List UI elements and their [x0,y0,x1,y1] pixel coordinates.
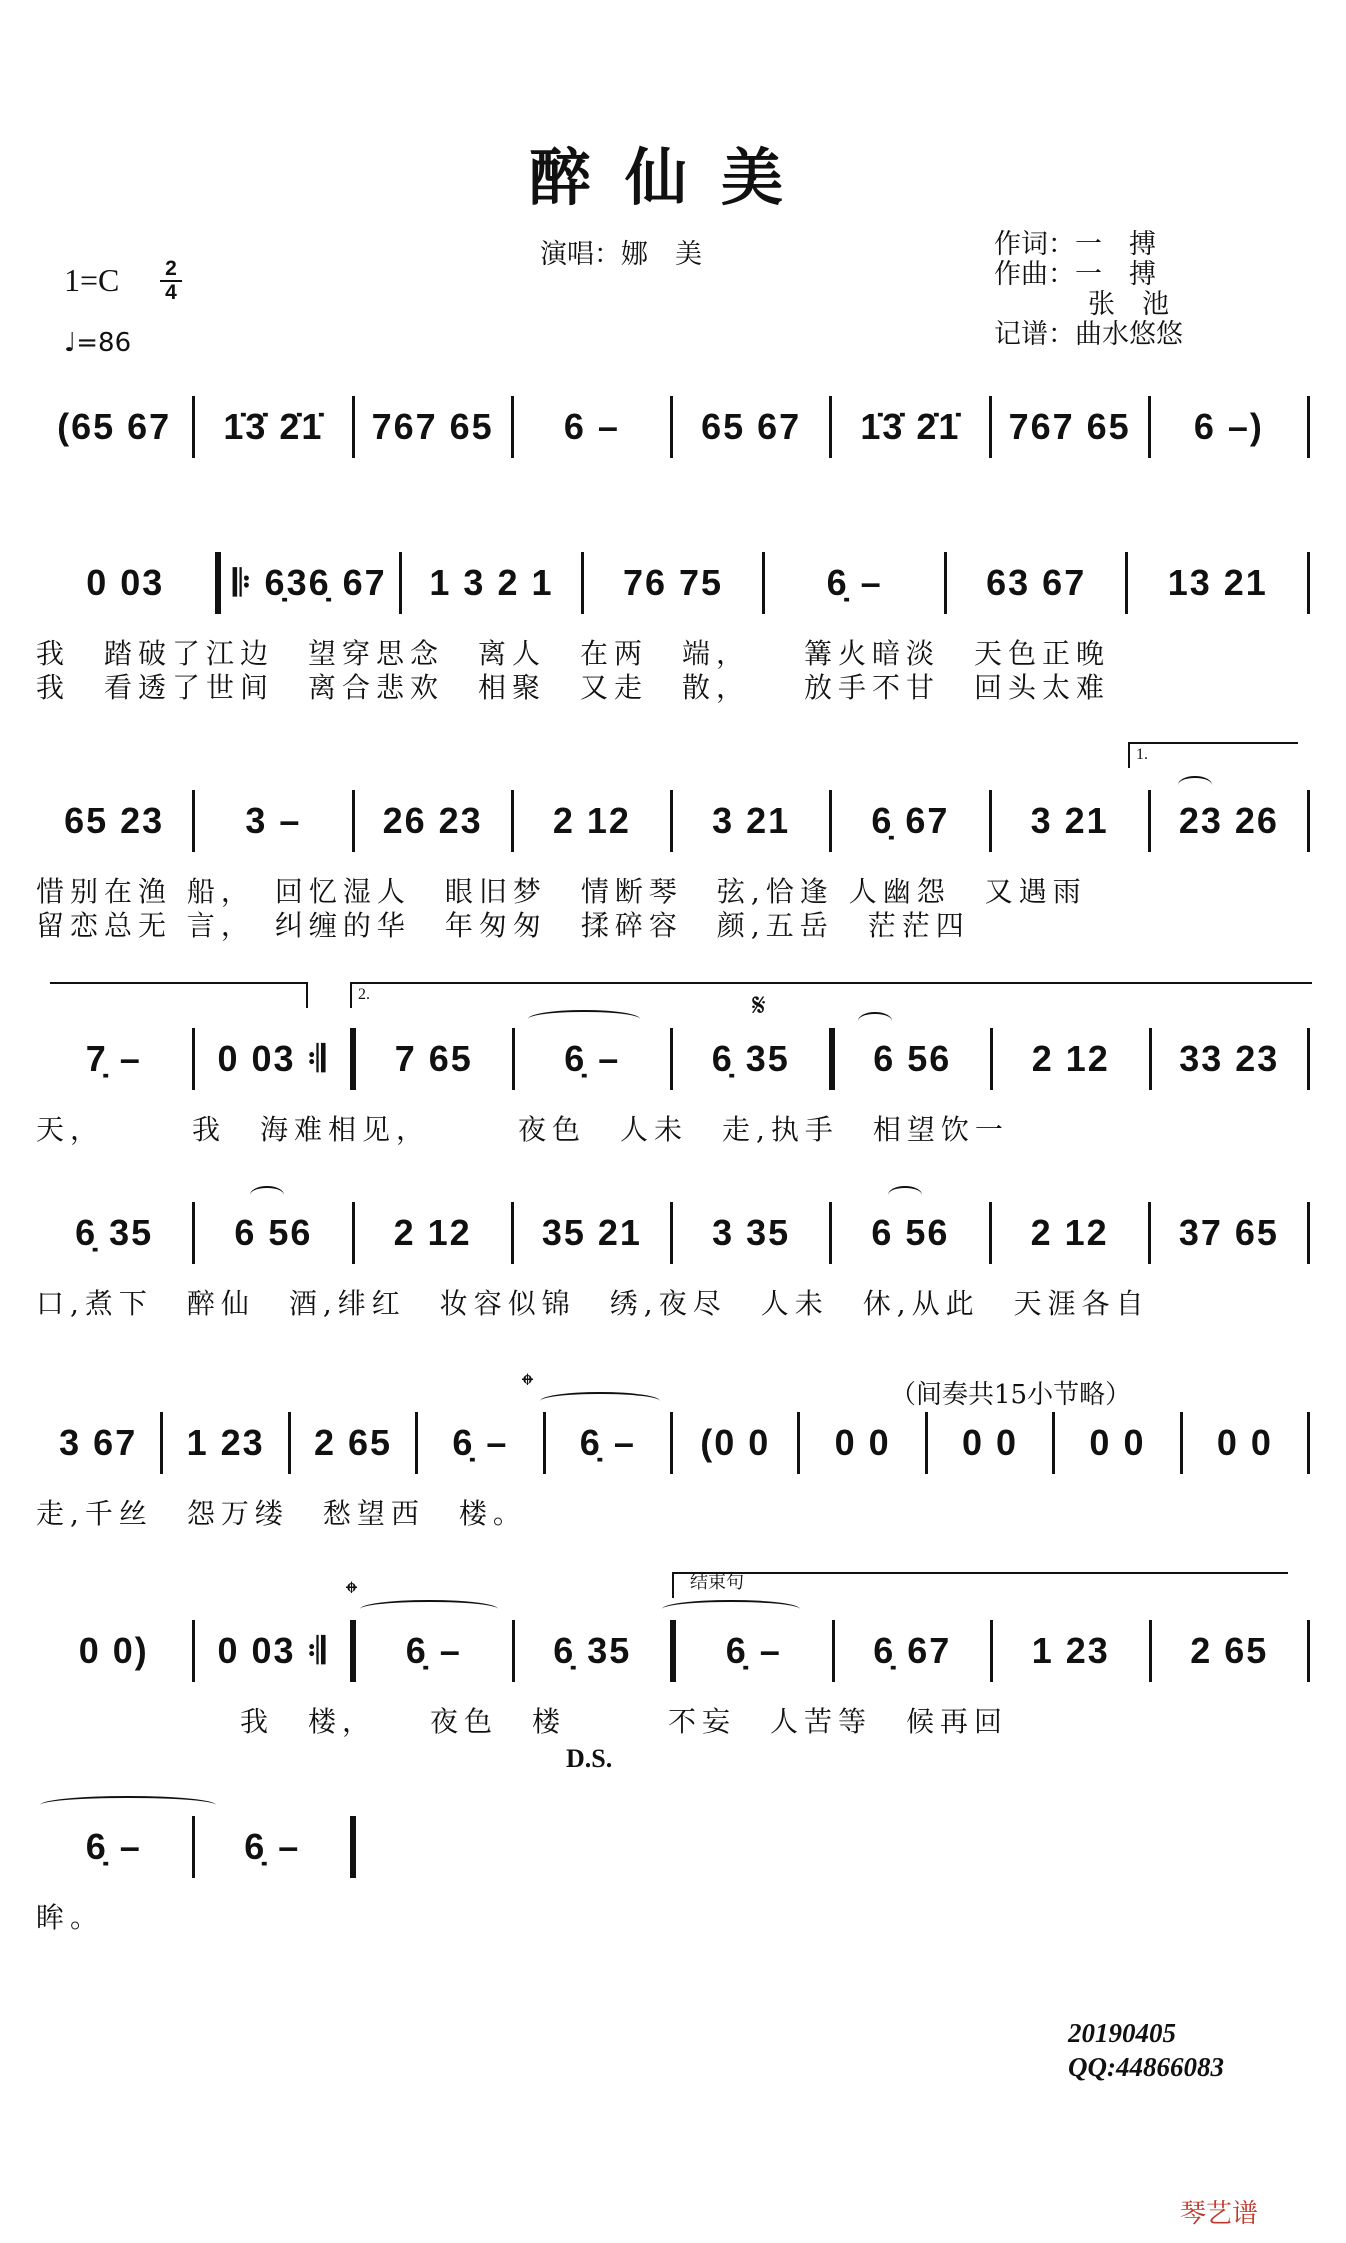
interlude-note: （间奏共15小节略） [890,1380,1132,1410]
measure: 6 –) [1193,406,1264,447]
measure: 6̣ – [579,1422,636,1463]
tie-mark [360,1600,498,1618]
measure: 𝄆 6̣36̣ 67 [233,561,387,603]
measure: 6 56 [871,1212,950,1253]
bar-line [1307,396,1310,458]
volta-1-label: 1. [1136,746,1148,763]
ending-bracket [672,1572,1288,1598]
measure: 1̇3̇ 2̇1̇ [860,406,961,447]
bar-line [1307,552,1310,614]
staff-row-5 [36,1202,1310,1264]
volta-2 [350,982,1312,1008]
measure: 0 0 [962,1422,1019,1463]
time-top: 2 [165,257,177,280]
measure: 26 23 [382,800,483,841]
measure: 2 65 [313,1422,393,1463]
staff-row-1 [36,396,1310,458]
song-title: 醉仙美 [528,141,817,214]
staff-row-2 [36,552,1310,614]
measure: 13 21 [1167,562,1268,603]
coda-sign: 𝄌 [346,1574,358,1612]
measure: 35 21 [541,1212,642,1253]
tie-mark [662,1600,800,1618]
measure: 76 75 [622,562,724,603]
lyric-line: 走,千丝 怨万缕 愁望西 楼。 [36,1497,527,1530]
singer-credit: 演唱：娜 美 [540,239,702,270]
measure: 2 12 [552,800,631,841]
bar-line [1307,1412,1310,1474]
volta-1-end [50,982,308,1008]
measure: 33 23 [1179,1038,1280,1079]
measure: 6̣ 67 [873,1630,952,1671]
measure: 3 – [245,800,302,841]
lyricist-credit: 作词：一 搏 [994,229,1156,260]
measure: 0 0 [1216,1422,1273,1463]
measure: 6̣ 35 [553,1630,632,1671]
measure: 65 67 [701,406,802,447]
measure: 1 23 [186,1422,265,1463]
measure: 6̣ 35 [75,1212,154,1253]
lyric-line: 眸。 [36,1901,105,1934]
measure: 2 12 [393,1212,472,1253]
tie-mark [540,1392,660,1410]
measure: 2 12 [1030,1212,1109,1253]
bar-line [1307,1202,1310,1264]
measure: 3 21 [1030,800,1109,841]
lyric-line: 我 看透了世间 离合悲欢 相聚 又走 散， 放手不甘 回头太难 [36,671,1111,704]
measure: 6̣ – [564,1038,621,1079]
site-logo: 琴艺谱 [1180,2199,1259,2229]
measure: 3 67 [59,1422,138,1463]
key-signature: 1=C [64,262,120,298]
measure: 0 03 𝄇 [217,1629,328,1671]
measure: 2 65 [1190,1630,1269,1671]
measure: 23 26 [1178,800,1279,841]
transcriber-credit: 记谱：曲水悠悠 [994,319,1183,350]
bar-line [1307,1620,1310,1682]
date-stamp: 20190405 [1068,2018,1176,2048]
measure: 6̣ – [244,1826,301,1867]
measure: 1 23 [1031,1630,1110,1671]
measure: 7̣ – [85,1038,142,1079]
volta-2-label: 2. [358,986,370,1003]
tie-mark [528,1010,640,1028]
measure: 65 23 [64,800,165,841]
time-bottom: 4 [160,280,182,304]
lyric-line: 我 踏破了江边 望穿思念 离人 在两 端， 篝火暗淡 天色正晚 [36,637,1111,670]
staff-row-3 [36,790,1310,852]
staff-row-6 [36,1412,1310,1474]
tempo-marking: ♩=86 [64,328,132,358]
measure: 1 3 2 1 [429,562,554,603]
measure: 1̇3̇ 2̇1̇ [223,406,324,447]
segno-sign: 𝄋 [752,986,766,1024]
measure: 7 65 [394,1038,473,1079]
lyric-line: 口,煮下 醉仙 酒,绯红 妆容似锦 绣,夜尽 人未 休,从此 天涯各自 [36,1287,1150,1320]
lyric-line: 天， 我 海难相见， 夜色 人未 走,执手 相望饮一 [36,1113,1009,1146]
ds-marking: D.S. [566,1744,613,1773]
measure: 0 03 [86,562,165,603]
measure: 6 56 [873,1038,952,1079]
measure: (0 0 [700,1422,771,1463]
measure: 6̣ – [826,562,883,603]
tie-mark [40,1796,216,1814]
measure: 0 0 [1089,1422,1146,1463]
composer-credit: 作曲：一 搏 [994,259,1156,290]
lyric-line: 我 楼， 夜色 楼 不妄 人苦等 候再回 [36,1705,1009,1738]
measure: 6 – [563,406,620,447]
measure: 6̣ 35 [711,1038,790,1079]
measure: 6̣ – [452,1422,509,1463]
measure: 63 67 [986,562,1087,603]
staff-row-7 [36,1620,1310,1682]
measure: 6 56 [234,1212,313,1253]
measure: 0 0 [834,1422,891,1463]
lyric-line: 惜别在渔 船， 回忆湿人 眼旧梦 情断琴 弦,恰逢 人幽怨 又遇雨 [36,875,1087,908]
final-bar [350,1816,356,1878]
measure: 2 12 [1031,1038,1110,1079]
composer2-credit: 张 池 [1088,289,1169,320]
staff-row-8 [36,1816,356,1878]
measure: 6̣ 67 [871,800,950,841]
staff-row-4 [36,1028,1310,1090]
qq-number: QQ:44866083 [1068,2052,1224,2082]
measure: 6̣ – [405,1630,462,1671]
bar-line [1307,1028,1310,1090]
time-signature [160,258,182,304]
measure: 0 03 𝄇 [217,1037,328,1079]
measure: 767 65 [371,406,494,447]
lyric-line: 留恋总无 言， 纠缠的华 年匆匆 揉碎容 颜,五岳 茫茫四 [36,909,970,942]
measure: 6̣ – [725,1630,782,1671]
measure: 3 35 [712,1212,791,1253]
volta-1 [1128,742,1298,768]
measure: 767 65 [1008,406,1131,447]
measure: (65 67 [57,406,172,447]
measure: 0 0) [78,1630,149,1671]
coda-sign: 𝄌 [522,1366,534,1404]
measure: 37 65 [1178,1212,1279,1253]
measure: 6̣ – [85,1826,142,1867]
bar-line [1307,790,1310,852]
measure: 3 21 [712,800,791,841]
ending-label: 结束句 [690,1572,744,1593]
